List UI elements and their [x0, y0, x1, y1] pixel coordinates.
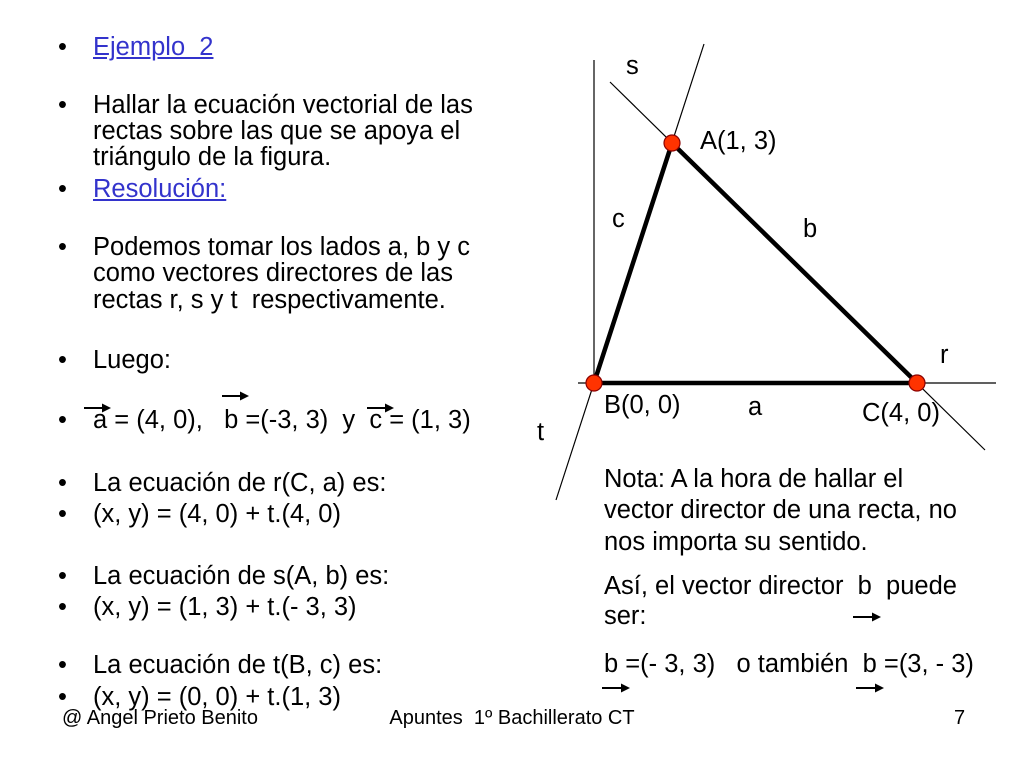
- bullet-icon: •: [58, 651, 67, 679]
- vertex-label-c: C(4, 0): [862, 399, 940, 427]
- note-example-line: ser:: [604, 602, 647, 630]
- then-text: Luego:: [93, 346, 171, 374]
- equation-r: (x, y) = (4, 0) + t.(4, 0): [93, 500, 341, 528]
- task-line: triángulo de la figura.: [93, 143, 332, 171]
- direction-vectors: a = (4, 0), b =(-3, 3) y c = (1, 3): [93, 406, 471, 434]
- note-alternatives: b =(- 3, 3) o también b =(3, - 3): [604, 650, 974, 678]
- note-example-line: Así, el vector director b puede: [604, 572, 957, 600]
- side-label-a: a: [748, 393, 763, 421]
- resolution-title-link[interactable]: Resolución:: [93, 175, 227, 203]
- footer-course: Apuntes 1º Bachillerato CT: [389, 707, 635, 729]
- footer-author: @ Angel Prieto Benito: [62, 707, 258, 729]
- note-line: vector director de una recta, no: [604, 496, 957, 524]
- approach-line: Podemos tomar los lados a, b y c: [93, 233, 471, 261]
- vertex-label-b: B(0, 0): [604, 391, 681, 419]
- bullet-icon: •: [58, 233, 67, 261]
- bullet-icon: •: [58, 406, 67, 434]
- equation-label-t: La ecuación de t(B, c) es:: [93, 651, 383, 679]
- side-label-c: c: [612, 205, 625, 233]
- vector-arrow-icon: [856, 684, 884, 693]
- line-label-s: s: [626, 52, 639, 80]
- equation-t: (x, y) = (0, 0) + t.(1, 3): [93, 683, 341, 711]
- vertex-a-point: [664, 135, 680, 151]
- example-title-link[interactable]: Ejemplo 2: [93, 33, 214, 61]
- equation-s: (x, y) = (1, 3) + t.(- 3, 3): [93, 593, 357, 621]
- task-line: Hallar la ecuación vectorial de las: [93, 91, 473, 119]
- bullet-icon: •: [58, 33, 67, 61]
- page-number: 7: [954, 707, 966, 729]
- line-label-t: t: [537, 418, 545, 446]
- line-label-r: r: [940, 341, 949, 369]
- triangle-side-b: [672, 143, 917, 383]
- bullet-icon: •: [58, 175, 67, 203]
- vertex-label-a: A(1, 3): [700, 127, 777, 155]
- approach-line: rectas r, s y t respectivamente.: [93, 286, 446, 314]
- bullet-icon: •: [58, 593, 67, 621]
- approach-line: como vectores directores de las: [93, 259, 453, 287]
- bullet-icon: •: [58, 346, 67, 374]
- side-label-b: b: [803, 215, 818, 243]
- equation-label-r: La ecuación de r(C, a) es:: [93, 469, 387, 497]
- note-line: nos importa su sentido.: [604, 528, 868, 556]
- triangle-side-c: [594, 143, 672, 383]
- note-line: Nota: A la hora de hallar el: [604, 465, 904, 493]
- bullet-icon: •: [58, 500, 67, 528]
- bullet-icon: •: [58, 91, 67, 119]
- vertex-c-point: [909, 375, 925, 391]
- vector-arrow-icon: [602, 684, 630, 693]
- bullet-icon: •: [58, 683, 67, 711]
- equation-label-s: La ecuación de s(A, b) es:: [93, 562, 390, 590]
- vector-arrow-icon: [853, 613, 881, 622]
- bullet-icon: •: [58, 469, 67, 497]
- vertex-b-point: [586, 375, 602, 391]
- bullet-icon: •: [58, 562, 67, 590]
- task-line: rectas sobre las que se apoya el: [93, 117, 461, 145]
- vector-arrow-icon: [222, 392, 249, 401]
